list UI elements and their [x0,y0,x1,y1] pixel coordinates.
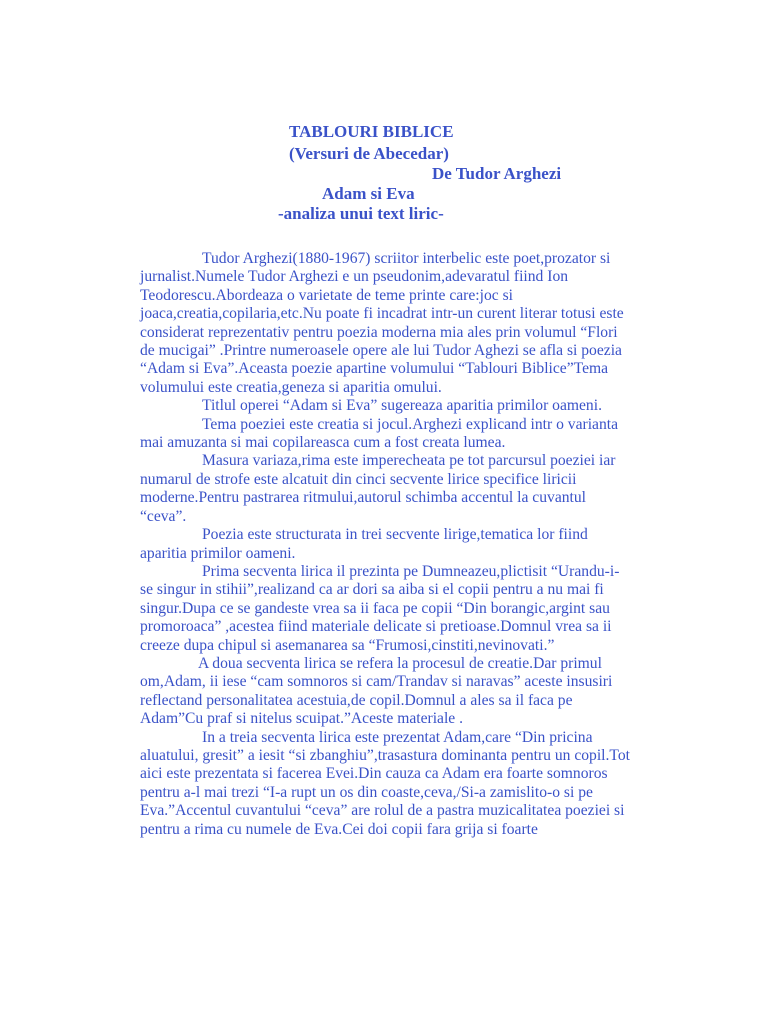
document-title: TABLOURI BIBLICE [289,122,454,141]
poem-title: Adam si Eva [322,184,415,203]
paragraph: Tudor Arghezi(1880-1967) scriitor interbelic este poet,prozator si jurnalist.Numele Tudor Arghezi e un pseudonim,adevaratul fiind Ion Teodorescu.Abordeaza o varietate de teme printe care:joc si joaca,creatia,copilaria,etc.Nu poate fi incadrat intr-un curent literar totusi este considerat reprezentativ pentru poezia moderna mia ales prin volumul “Flori de mucigai” .Printre numeroasele opere ale lui Tudor Aghezi se afla si poezia “Adam si Eva”.Aceasta poezie apartine volumului “Tablouri Biblice”Tema volumului este creatia,geneza si aparitia omului. [140,250,624,396]
paragraph: Masura variaza,rima este imperecheata pe tot parcursul poeziei iar numarul de strofe este alcatuit din cinci secvente lirice specifice liricii moderne.Pentru pastrarea ritmului,autorul schimba accentul la cuvantul “ceva”. [140,452,616,525]
document-body [140,250,630,839]
paragraph: A doua secventa lirica se refera la procesul de creatie.Dar primul om,Adam, ii iese “cam somnoros si cam/Trandav si naravas” aceste insusiri reflectand personalitatea acestuia,de copil.Domnul a ales sa il faca pe Adam”Cu praf si nitelus scuipat.”Aceste materiale . [140,654,613,728]
paragraph: Poezia este structurata in trei secvente lirige,tematica lor fiind aparitia primilor oameni. [140,526,588,562]
paragraph: Prima secventa lirica il prezinta pe Dumneazeu,plictisit “Urandu-i-se singur in stihii”,realizand ca ar dori sa aiba si el copii pentru a nu mai fi singur.Dupa ce se gandeste vrea sa ii faca pe copii “Din borangic,argint sau promoroaca” ,acestea fiind materiale delicate si pretioase.Domnul vrea sa ii creeze dupa chipul si asemanarea sa “Frumosi,cinstiti,nevinovati.” [140,562,620,654]
document-subtitle: (Versuri de Abecedar) [289,144,449,163]
analysis-subtitle: -analiza unui text liric- [278,204,444,223]
paragraph: In a treia secventa lirica este prezentat Adam,care “Din pricina aluatului, gresit” a iesit “si zbanghiu”,trasastura dominanta pentru un copil.Tot aici este prezentata si facerea Evei.Din cauza ca Adam era foarte somnoros pentru a-l mai trezi “I-a rupt un os din coaste,ceva,/Si-a zamislito-o si pe Eva.”Accentul cuvantului “ceva” are rolul de a pastra muzicalitatea poeziei si pentru a rima cu numele de Eva.Cei doi copii fara grija si foarte [140,728,630,838]
paragraph: Titlul operei “Adam si Eva” sugereaza aparitia primilor oameni. [202,397,602,415]
paragraph: Tema poeziei este creatia si jocul.Arghezi explicand intr o varianta mai amuzanta si mai copilareasca cum a fost creata lumea. [140,415,619,452]
author-line: De Tudor Arghezi [432,164,562,183]
